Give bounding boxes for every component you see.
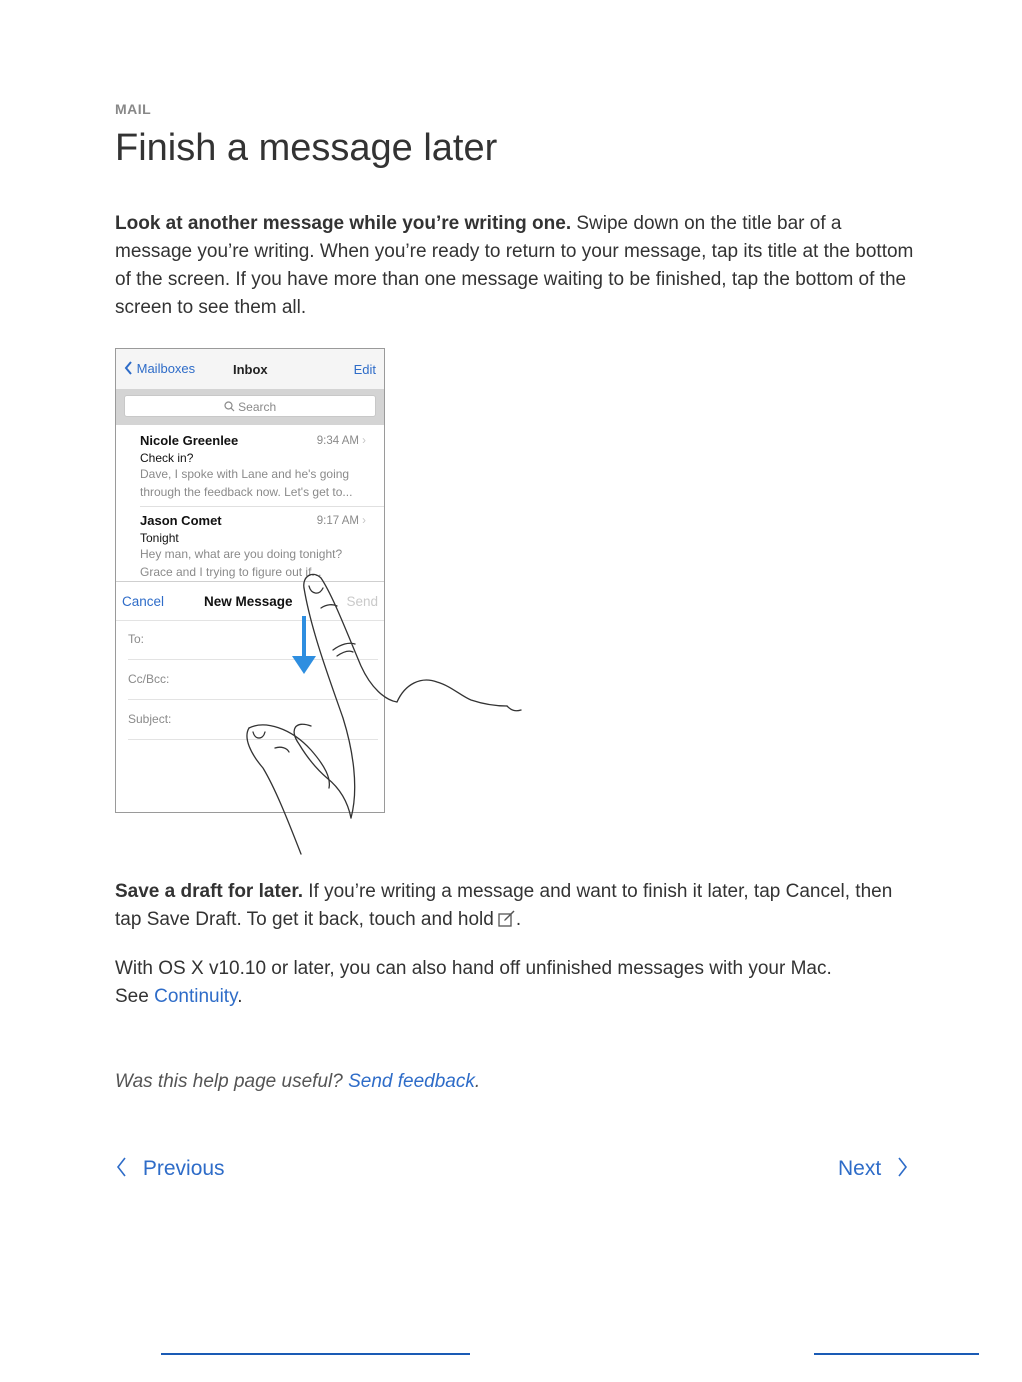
list-item xyxy=(140,513,376,581)
divider xyxy=(140,506,385,507)
compose-sheet xyxy=(116,581,384,813)
intro-body: Swipe down on the title bar of a message you’re writing. When you’re ready to return to your message, tap its title at the bottom of the screen. If you have more than one message waiting to be finished, tap the bottom of the screen to see them all. xyxy=(115,213,914,318)
chevron-right-icon xyxy=(897,1156,909,1178)
chevron-right-icon: › xyxy=(362,435,366,447)
compose-send: Send xyxy=(346,594,378,609)
message-sender: Nicole Greenlee xyxy=(140,433,239,448)
message-preview: Grace and I trying to figure out if... xyxy=(140,565,322,579)
compose-title-bar xyxy=(116,582,384,621)
mailboxes-label: Mailboxes xyxy=(136,361,196,376)
feedback-question: Was this help page useful? xyxy=(115,1071,349,1092)
previous-label: Previous xyxy=(142,1157,225,1180)
previous-button[interactable] xyxy=(115,1156,225,1181)
page-title: Finish a message later xyxy=(115,127,498,169)
handoff-paragraph xyxy=(115,955,915,1011)
handoff-period: . xyxy=(237,986,243,1007)
inbox-title: Inbox xyxy=(233,362,268,377)
edit-button: Edit xyxy=(353,362,376,377)
subject-field: Subject: xyxy=(128,700,378,740)
section-eyebrow: MAIL xyxy=(115,101,152,117)
message-subject: Tonight xyxy=(140,531,179,545)
message-subject: Check in? xyxy=(140,451,194,465)
illustration-search-bar xyxy=(116,389,384,425)
chevron-right-icon: › xyxy=(362,515,366,527)
message-sender: Jason Comet xyxy=(140,513,222,528)
mail-illustration xyxy=(115,348,385,813)
draft-period: . xyxy=(515,909,522,930)
message-time: 9:34 AM › xyxy=(316,435,366,447)
compose-title: New Message xyxy=(204,594,293,609)
draft-paragraph xyxy=(115,878,915,934)
feedback-line xyxy=(115,1068,915,1096)
compose-cancel: Cancel xyxy=(122,594,165,609)
to-field: To: xyxy=(128,620,378,660)
feedback-period: . xyxy=(474,1071,481,1092)
list-item xyxy=(140,433,376,501)
cc-bcc-field: Cc/Bcc: xyxy=(128,660,378,700)
continuity-link[interactable]: Continuity xyxy=(154,986,238,1007)
handoff-see: See xyxy=(115,986,155,1007)
chevron-left-icon xyxy=(124,361,133,375)
intro-lead: Look at another message while you’re writing one. xyxy=(115,213,572,234)
illustration-nav-bar xyxy=(116,349,384,390)
footer-rule-left xyxy=(161,1353,470,1355)
message-time: 9:17 AM › xyxy=(316,515,366,527)
intro-paragraph xyxy=(115,210,915,322)
send-feedback-link[interactable]: Send feedback xyxy=(348,1071,475,1092)
mailboxes-back-button xyxy=(124,361,195,376)
draft-lead: Save a draft for later. xyxy=(115,881,303,902)
handoff-text: With OS X v10.10 or later, you can also hand off unfinished messages with your Mac. xyxy=(115,958,832,979)
message-preview: Dave, I spoke with Lane and he's going xyxy=(140,467,350,481)
chevron-left-icon xyxy=(115,1156,127,1178)
illustration-search-field xyxy=(124,395,376,417)
search-placeholder: Search xyxy=(238,400,277,414)
message-preview: Hey man, what are you doing tonight? xyxy=(140,547,343,561)
next-label: Next xyxy=(837,1157,882,1180)
message-preview: through the feedback now. Let's get to... xyxy=(140,485,353,499)
footer-rule-right xyxy=(814,1353,979,1355)
next-button[interactable] xyxy=(838,1156,909,1181)
draft-body: If you’re writing a message and want to finish it later, tap Cancel, then tap Save Draft. To get it back, touch and hold xyxy=(115,881,893,930)
search-icon xyxy=(224,401,235,412)
compose-icon xyxy=(498,910,516,928)
